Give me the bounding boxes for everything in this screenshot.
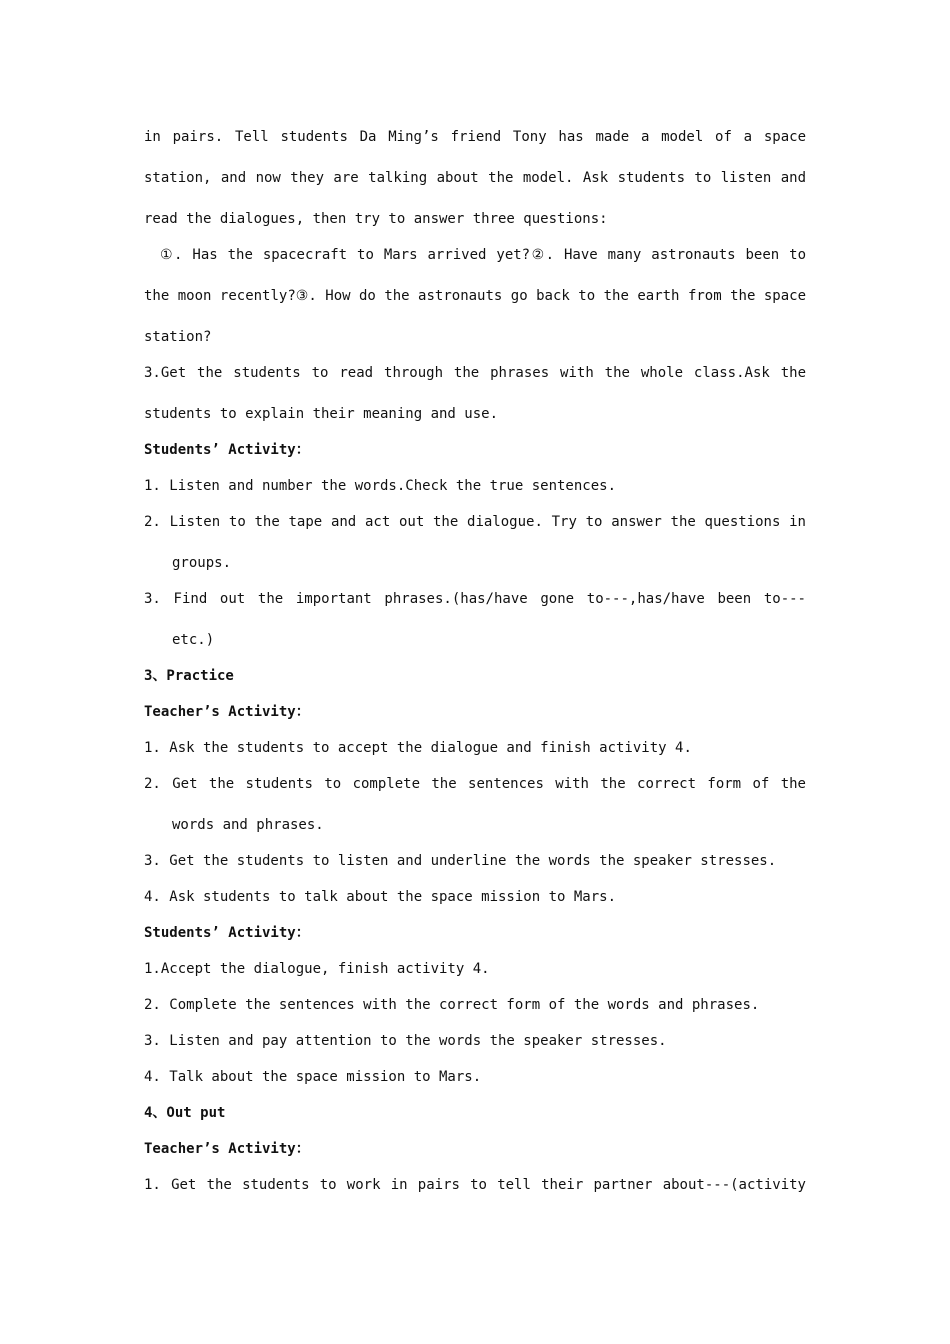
paragraph-line: 3.Get the students to read through the phrases with the whole class.Ask the xyxy=(144,365,806,381)
list-item: 3. Listen and pay attention to the words the speaker stresses. xyxy=(144,1033,667,1049)
teacher-activity-heading: Teacher’s Activity： xyxy=(144,1141,310,1157)
list-item: 2. Get the students to complete the sentences with the correct form of the xyxy=(144,776,806,792)
question-line: ①. Has the spacecraft to Mars arrived yet?②. Have many astronauts been to xyxy=(160,247,806,263)
section-heading-practice: 3、Practice xyxy=(144,668,234,684)
list-item-continuation: words and phrases. xyxy=(172,817,324,833)
list-item: 3. Find out the important phrases.(has/have gone to---,has/have been to--- xyxy=(144,591,806,607)
list-item: 3. Get the students to listen and underline the words the speaker stresses. xyxy=(144,853,777,869)
list-item-continuation: etc.) xyxy=(172,632,215,648)
section-heading-output: 4、Out put xyxy=(144,1105,226,1121)
paragraph-line: read the dialogues, then try to answer three questions: xyxy=(144,211,608,227)
list-item: 4. Ask students to talk about the space mission to Mars. xyxy=(144,889,617,905)
paragraph-line: station, and now they are talking about the model. Ask students to listen and xyxy=(144,170,806,186)
list-item: 1. Get the students to work in pairs to tell their partner about---(activity xyxy=(144,1177,806,1193)
teacher-activity-heading: Teacher’s Activity： xyxy=(144,704,310,720)
paragraph-line: students to explain their meaning and use. xyxy=(144,406,499,422)
list-item-continuation: groups. xyxy=(172,555,232,571)
list-item: 1. Ask the students to accept the dialogue and finish activity 4. xyxy=(144,740,692,756)
list-item: 4. Talk about the space mission to Mars. xyxy=(144,1069,482,1085)
question-line: station? xyxy=(144,329,212,345)
list-item: 1. Listen and number the words.Check the true sentences. xyxy=(144,478,617,494)
list-item: 2. Listen to the tape and act out the dialogue. Try to answer the questions in xyxy=(144,514,806,530)
list-item: 1.Accept the dialogue, finish activity 4. xyxy=(144,961,490,977)
students-activity-heading: Students’ Activity： xyxy=(144,442,310,458)
list-item: 2. Complete the sentences with the correct form of the words and phrases. xyxy=(144,997,760,1013)
question-line: the moon recently?③. How do the astronauts go back to the earth from the space xyxy=(144,288,806,304)
paragraph-line: in pairs. Tell students Da Ming’s friend Tony has made a model of a space xyxy=(144,129,806,145)
students-activity-heading: Students’ Activity： xyxy=(144,925,310,941)
